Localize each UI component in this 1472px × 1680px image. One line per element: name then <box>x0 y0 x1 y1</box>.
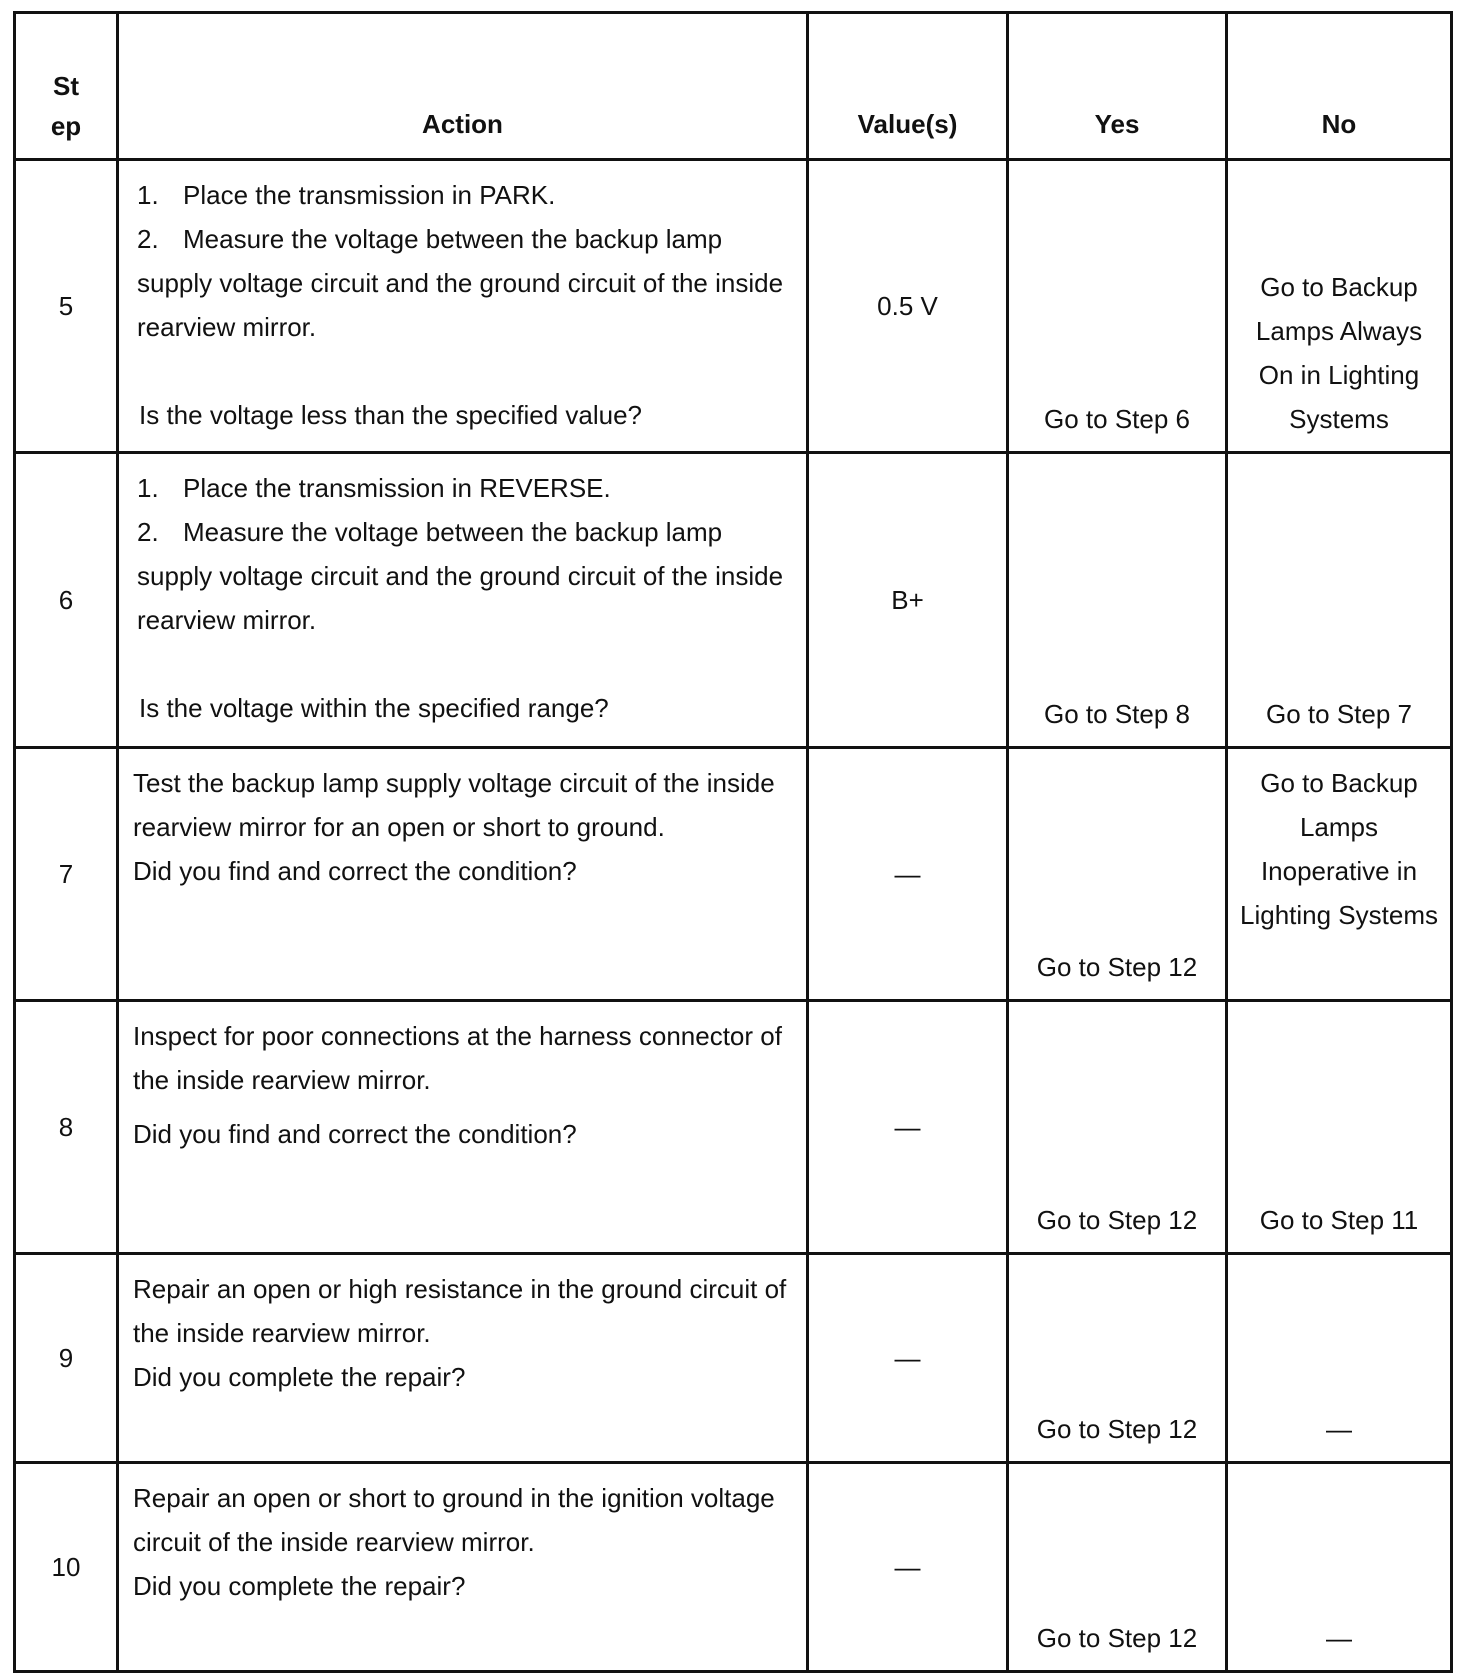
yes-cell: Go to Step 12 <box>1008 1463 1227 1672</box>
step-number: 9 <box>15 1254 118 1463</box>
step-number: 8 <box>15 1001 118 1254</box>
action-text: Inspect for poor connections at the harness connector of the inside rearview mirror. <box>133 1021 782 1095</box>
action-question: Did you complete the repair? <box>133 1362 466 1392</box>
value-cell: — <box>808 1463 1008 1672</box>
header-no: No <box>1227 13 1452 160</box>
yes-cell: Go to Step 12 <box>1008 1001 1227 1254</box>
table-row <box>15 1001 1452 1254</box>
action-step-1: Place the transmission in REVERSE. <box>183 473 611 503</box>
action-question: Did you find and correct the condition? <box>133 1119 577 1149</box>
action-cell <box>118 1463 808 1672</box>
diagnostic-table <box>13 11 1453 1673</box>
action-cell <box>118 1254 808 1463</box>
no-cell: Go to Backup Lamps Inoperative in Lighting Systems <box>1227 748 1452 1001</box>
action-text: Repair an open or high resistance in the ground circuit of the inside rearview mirror. <box>133 1274 787 1348</box>
value-cell: B+ <box>808 453 1008 748</box>
value-cell: — <box>808 1254 1008 1463</box>
yes-cell: Go to Step 8 <box>1008 453 1227 748</box>
header-row <box>15 13 1452 160</box>
step-number: 10 <box>15 1463 118 1672</box>
header-yes: Yes <box>1008 13 1227 160</box>
header-step: St ep <box>15 13 118 160</box>
action-cell <box>118 748 808 1001</box>
table-row <box>15 453 1452 748</box>
header-values: Value(s) <box>808 13 1008 160</box>
value-cell: — <box>808 748 1008 1001</box>
no-cell: — <box>1227 1254 1452 1463</box>
action-question: Did you find and correct the condition? <box>133 856 577 886</box>
no-cell: Go to Step 7 <box>1227 453 1452 748</box>
yes-cell: Go to Step 12 <box>1008 1254 1227 1463</box>
action-cell: 1. Place the transmission in REVERSE. 2. Measure the voltage between the backup lamp supply voltage circuit and the ground circuit of the inside rearview mirror. Is the voltage within the specified range? <box>118 453 808 748</box>
value-cell: — <box>808 1001 1008 1254</box>
action-text: Repair an open or short to ground in the ignition voltage circuit of the inside rearview mirror. <box>133 1483 775 1557</box>
action-question: Is the voltage within the specified range? <box>139 693 609 723</box>
step-number: 7 <box>15 748 118 1001</box>
action-cell: 1. Place the transmission in PARK. 2. Measure the voltage between the backup lamp supply voltage circuit and the ground circuit of the inside rearview mirror. Is the voltage less than the specified value? <box>118 160 808 453</box>
value-cell: 0.5 V <box>808 160 1008 453</box>
table-row <box>15 1254 1452 1463</box>
action-question: Is the voltage less than the specified value? <box>139 400 642 430</box>
action-text: Test the backup lamp supply voltage circuit of the inside rearview mirror for an open or short to ground. <box>133 768 775 842</box>
table-row <box>15 160 1452 453</box>
action-step-1: Place the transmission in PARK. <box>183 180 556 210</box>
action-step-2: Measure the voltage between the backup lamp supply voltage circuit and the ground circuit of the inside rearview mirror. <box>137 224 784 342</box>
yes-cell: Go to Step 6 <box>1008 160 1227 453</box>
no-cell: Go to Backup Lamps Always On in Lighting Systems <box>1227 160 1452 453</box>
header-action: Action <box>118 13 808 160</box>
action-question: Did you complete the repair? <box>133 1571 466 1601</box>
yes-cell: Go to Step 12 <box>1008 748 1227 1001</box>
table-row <box>15 1463 1452 1672</box>
action-step-2: Measure the voltage between the backup lamp supply voltage circuit and the ground circuit of the inside rearview mirror. <box>137 517 784 635</box>
no-cell: — <box>1227 1463 1452 1672</box>
no-cell: Go to Step 11 <box>1227 1001 1452 1254</box>
step-number: 6 <box>15 453 118 748</box>
table-row <box>15 748 1452 1001</box>
action-cell <box>118 1001 808 1254</box>
step-number: 5 <box>15 160 118 453</box>
